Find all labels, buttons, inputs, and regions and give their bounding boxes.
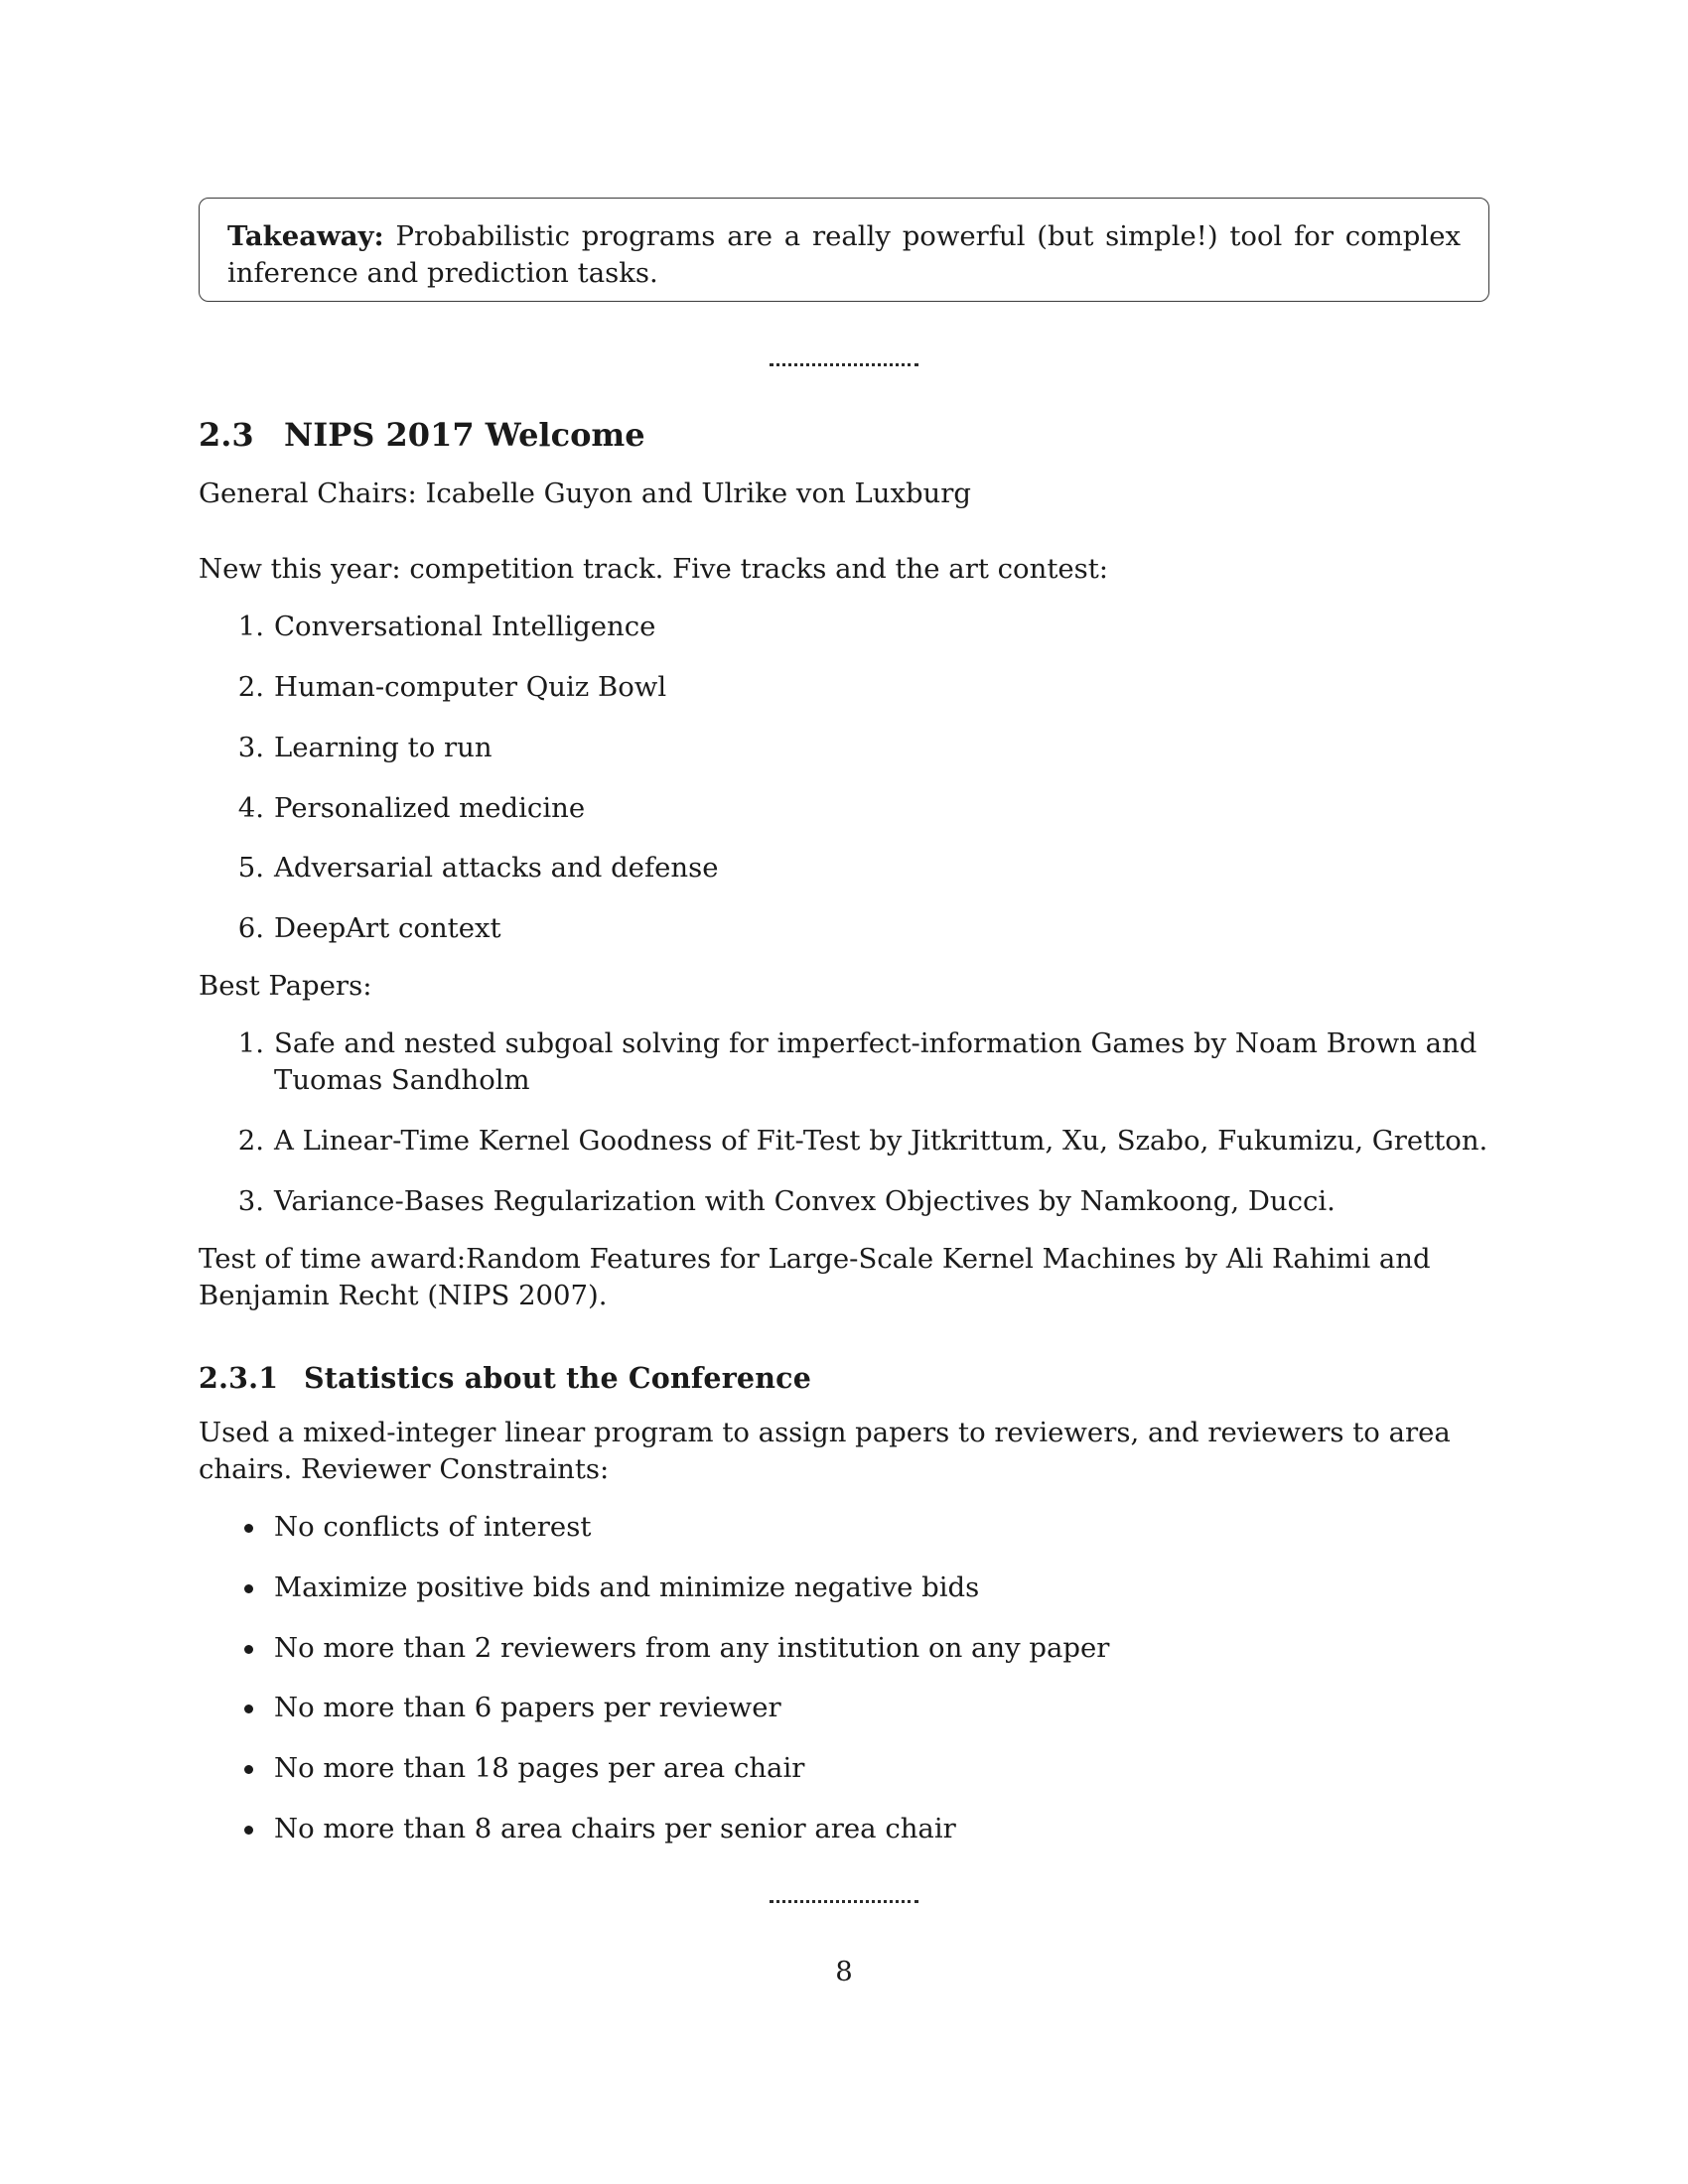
list-item-text: A Linear-Time Kernel Goodness of Fit-Test by Jitkrittum, Xu, Szabo, Fukumizu, Gretton. <box>274 1125 1488 1157</box>
bullet-item <box>234 1750 1489 1787</box>
bullet-icon <box>244 1584 253 1593</box>
subsection-number: 2.3.1 <box>199 1361 279 1395</box>
bullet-icon <box>244 1765 253 1774</box>
list-marker: 5. <box>237 852 264 884</box>
list-item <box>234 730 1489 766</box>
list-item <box>234 669 1489 706</box>
bullet-item-text: No more than 2 reviewers from any institution on any paper <box>274 1632 1110 1664</box>
list-marker: 4. <box>237 792 264 824</box>
bullet-icon <box>244 1826 253 1835</box>
bullet-item-text: No conflicts of interest <box>274 1511 592 1543</box>
takeaway-box <box>199 198 1489 302</box>
list-item-text: DeepArt context <box>274 912 501 944</box>
list-item-text: Variance-Bases Regularization with Convex Objectives by Namkoong, Ducci. <box>274 1185 1336 1217</box>
list-item-text: Adversarial attacks and defense <box>274 852 719 884</box>
subsection-title: Statistics about the Conference <box>304 1361 812 1395</box>
list-item-text: Conversational Intelligence <box>274 611 656 642</box>
bullet-icon <box>244 1524 253 1533</box>
list-marker: 3. <box>237 732 264 763</box>
bullet-item <box>234 1570 1489 1606</box>
bullet-icon <box>244 1645 253 1654</box>
subsection-intro: Used a mixed-integer linear program to assign papers to reviewers, and reviewers to area chairs. Reviewer Constraints: <box>199 1417 1451 1485</box>
list-item-text: Safe and nested subgoal solving for imperfect-information Games by Noam Brown and Tuomas Sandholm <box>274 1027 1477 1096</box>
list-marker: 6. <box>237 912 264 944</box>
list-marker: 2. <box>237 1125 264 1157</box>
section-title: NIPS 2017 Welcome <box>284 416 645 454</box>
new-this-year: New this year: competition track. Five tracks and the art contest: <box>199 553 1109 585</box>
best-papers-label: Best Papers: <box>199 970 372 1002</box>
list-marker: 3. <box>237 1185 264 1217</box>
takeaway-text: Probabilistic programs are a really powerful (but simple!) tool for complex inference and prediction tasks. <box>227 220 1461 289</box>
list-item <box>234 850 1489 887</box>
page-number: 8 <box>835 1956 853 1987</box>
subsection-heading <box>199 1359 811 1397</box>
bullet-item-text: No more than 6 papers per reviewer <box>274 1692 781 1723</box>
list-item <box>234 1183 1489 1220</box>
list-marker: 2. <box>237 671 264 703</box>
bullet-icon <box>244 1705 253 1713</box>
section-number: 2.3 <box>199 416 254 454</box>
bullet-item <box>234 1509 1489 1546</box>
list-item-text: Learning to run <box>274 732 492 763</box>
bullet-item-text: No more than 18 pages per area chair <box>274 1752 805 1784</box>
list-item <box>234 1025 1489 1099</box>
list-item-text: Human-computer Quiz Bowl <box>274 671 667 703</box>
list-item-text: Personalized medicine <box>274 792 586 824</box>
bullet-item <box>234 1811 1489 1847</box>
list-marker: 1. <box>237 1027 264 1059</box>
section-heading <box>199 415 645 455</box>
list-item <box>234 609 1489 645</box>
section-separator <box>770 1900 918 1903</box>
list-item <box>234 790 1489 827</box>
test-of-time-award: Test of time award:Random Features for Large-Scale Kernel Machines by Ali Rahimi and Benjamin Recht (NIPS 2007). <box>199 1243 1431 1311</box>
list-item <box>234 1123 1489 1160</box>
bullet-item <box>234 1690 1489 1726</box>
takeaway-label: Takeaway: <box>227 220 384 252</box>
section-separator <box>770 363 918 366</box>
bullet-item-text: No more than 8 area chairs per senior area chair <box>274 1813 956 1844</box>
list-marker: 1. <box>237 611 264 642</box>
bullet-item <box>234 1630 1489 1667</box>
bullet-item-text: Maximize positive bids and minimize negative bids <box>274 1571 980 1603</box>
list-item <box>234 910 1489 947</box>
general-chairs: General Chairs: Icabelle Guyon and Ulrike von Luxburg <box>199 478 972 509</box>
